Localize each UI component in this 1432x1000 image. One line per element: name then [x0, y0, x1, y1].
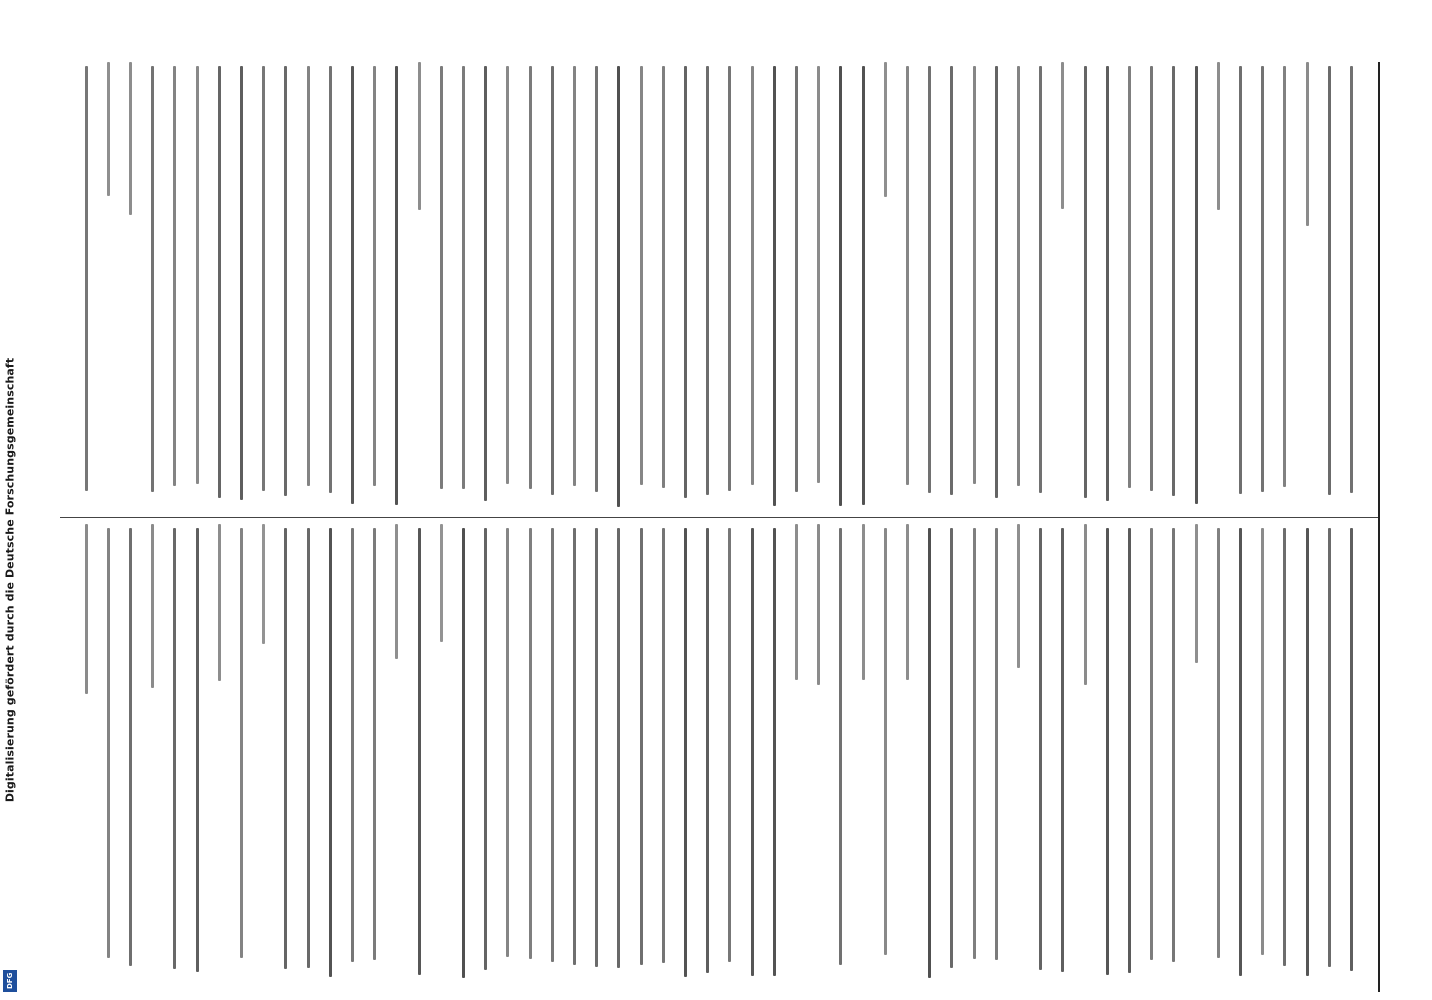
text-line	[462, 66, 465, 489]
text-line	[395, 66, 398, 505]
text-line	[751, 528, 754, 976]
text-line	[329, 528, 332, 977]
text-line	[551, 528, 554, 962]
text-line	[573, 528, 576, 965]
text-line	[1084, 66, 1087, 498]
text-line	[395, 524, 398, 659]
text-line	[506, 528, 509, 957]
text-line	[351, 528, 354, 962]
text-line	[1150, 66, 1153, 491]
text-line	[706, 66, 709, 495]
text-line	[529, 528, 532, 959]
text-line	[1039, 528, 1042, 970]
text-line	[1328, 528, 1331, 967]
text-line	[484, 66, 487, 501]
text-line	[595, 66, 598, 492]
text-line	[218, 524, 221, 681]
column-divider	[60, 517, 1378, 518]
text-line	[440, 524, 443, 642]
text-line	[1239, 66, 1242, 494]
text-line	[351, 66, 354, 504]
text-line	[1061, 528, 1064, 972]
text-line	[440, 66, 443, 489]
text-line	[973, 528, 976, 959]
text-line	[884, 528, 887, 955]
text-line	[173, 66, 176, 486]
text-line	[884, 62, 887, 197]
text-line	[418, 62, 421, 210]
text-line	[462, 528, 465, 978]
text-line	[595, 528, 598, 967]
text-line	[1217, 528, 1220, 958]
text-line	[107, 62, 110, 196]
footer-funding-note: Digitalisierung gefördert durch die Deutsche Forschungsgemeinschaft	[3, 357, 17, 803]
text-line	[129, 528, 132, 966]
text-line	[995, 66, 998, 498]
text-line	[862, 66, 865, 505]
text-line	[684, 528, 687, 977]
text-line	[862, 524, 865, 680]
text-line	[1283, 66, 1286, 487]
text-line	[617, 528, 620, 968]
text-line	[817, 524, 820, 685]
header-rule	[1378, 62, 1380, 992]
text-line	[684, 66, 687, 498]
text-line	[617, 66, 620, 507]
text-line	[85, 66, 88, 491]
text-line	[151, 524, 154, 688]
text-line	[307, 66, 310, 486]
text-line	[706, 528, 709, 973]
text-line	[85, 524, 88, 694]
text-line	[795, 66, 798, 492]
text-line	[529, 66, 532, 489]
text-line	[240, 66, 243, 500]
text-line	[928, 66, 931, 493]
text-line	[284, 66, 287, 496]
text-line	[129, 62, 132, 215]
text-line	[728, 66, 731, 491]
text-line	[928, 528, 931, 978]
text-line	[640, 528, 643, 965]
text-line	[1150, 528, 1153, 960]
text-line	[1017, 524, 1020, 668]
text-line	[662, 66, 665, 488]
text-line	[1350, 528, 1353, 971]
text-line	[1172, 66, 1175, 496]
text-line	[196, 66, 199, 484]
dfg-logo-icon: DFG	[3, 970, 17, 992]
footer-strip	[0, 0, 20, 1000]
text-line	[906, 524, 909, 680]
text-line	[728, 528, 731, 962]
text-line	[950, 528, 953, 968]
column-right	[60, 62, 1360, 512]
text-line	[839, 66, 842, 506]
text-line	[484, 528, 487, 970]
text-line	[218, 66, 221, 498]
text-line	[1328, 66, 1331, 495]
text-line	[1239, 528, 1242, 976]
text-line	[196, 528, 199, 972]
text-line	[307, 528, 310, 968]
text-line	[1283, 528, 1286, 966]
text-line	[950, 66, 953, 495]
text-line	[1350, 66, 1353, 493]
text-line	[1261, 66, 1264, 492]
text-line	[1128, 66, 1131, 488]
text-line	[418, 528, 421, 975]
column-left	[60, 524, 1360, 984]
text-line	[640, 66, 643, 485]
text-line	[1017, 66, 1020, 486]
text-line	[1195, 66, 1198, 504]
text-line	[1106, 528, 1109, 975]
text-line	[1084, 524, 1087, 685]
text-line	[1306, 62, 1309, 226]
text-line	[1261, 528, 1264, 955]
text-line	[1106, 66, 1109, 501]
text-line	[795, 524, 798, 680]
text-line	[107, 528, 110, 958]
text-line	[262, 524, 265, 644]
text-line	[973, 66, 976, 484]
text-line	[662, 528, 665, 963]
text-line	[1195, 524, 1198, 663]
text-line	[906, 66, 909, 485]
text-line	[1217, 62, 1220, 210]
text-line	[551, 66, 554, 495]
text-line	[151, 66, 154, 492]
text-line	[329, 66, 332, 493]
text-line	[1172, 528, 1175, 962]
text-line	[995, 528, 998, 960]
text-line	[1039, 66, 1042, 493]
text-line	[1306, 528, 1309, 976]
text-line	[751, 66, 754, 485]
text-line	[817, 66, 820, 483]
text-line	[240, 528, 243, 958]
text-line	[173, 528, 176, 969]
text-line	[1128, 528, 1131, 973]
text-line	[506, 66, 509, 484]
text-line	[373, 528, 376, 960]
text-line	[373, 66, 376, 486]
text-line	[573, 66, 576, 486]
text-line	[284, 528, 287, 969]
page-body	[60, 62, 1420, 992]
text-line	[839, 528, 842, 965]
text-line	[1061, 62, 1064, 209]
text-line	[773, 66, 776, 506]
text-line	[262, 66, 265, 491]
text-line	[773, 528, 776, 976]
